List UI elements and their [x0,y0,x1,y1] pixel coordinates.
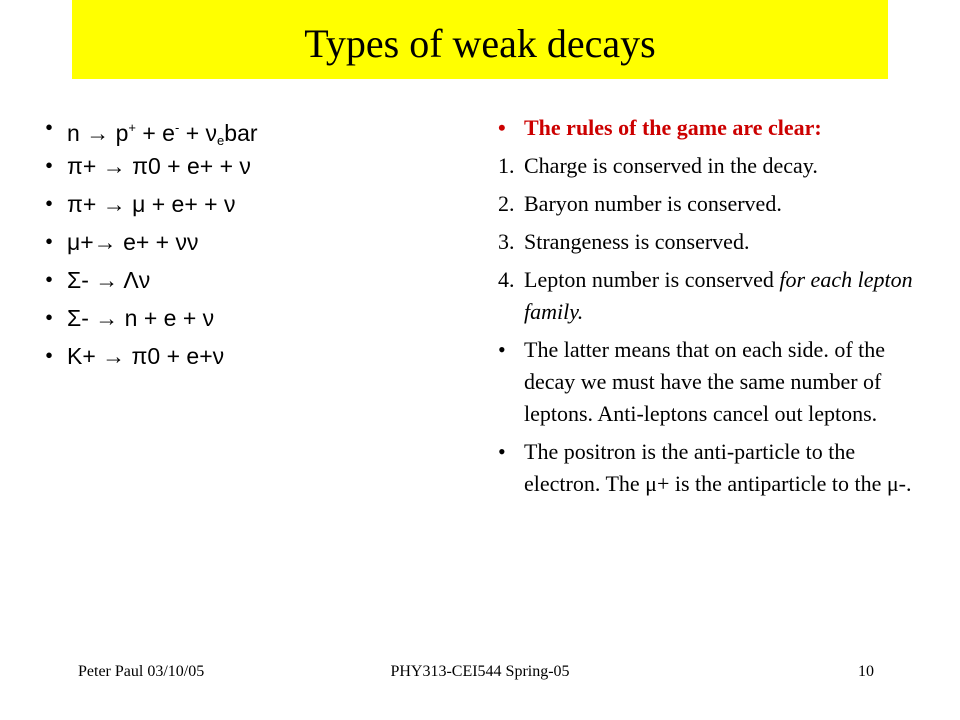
bullet: • [45,343,54,368]
bullet: • [45,267,54,292]
arrow-glyph: → [86,120,110,146]
bullet: • [498,115,506,140]
rule-number: 3. [498,229,515,254]
bullet: • [45,153,54,178]
bullet: • [45,191,54,216]
decay-item: • Σ- → Λν [45,264,445,302]
rules-column [498,112,918,506]
footer-author-date: Peter Paul 03/10/05 [78,663,205,680]
decay-item: • $n \to p^+ + e^- + \nu_ebar$ [45,112,445,150]
rules-heading: • The rules of the game are clear: [498,112,918,144]
decay-item: • K+ → π0 + e+ν [45,340,445,378]
title-bar [72,0,888,79]
decay-item: • π+ → μ + e+ + ν [45,188,445,226]
rule-item: 3. Strangeness is conserved. [498,226,918,258]
page-number: 10 [858,663,874,680]
bullet: • [45,229,54,254]
decay-list [45,112,445,378]
bullet: • [45,305,54,330]
bullet: • [498,439,506,464]
footer-course: PHY313-CEI544 Spring-05 [390,663,570,680]
note-item: • The positron is the anti-particle to the electron. The μ+ is the antiparticle to the μ-. [498,436,918,500]
note-item: • The latter means that on each side. of the decay we must have the same number of leptons. Anti-leptons cancel out leptons. [498,334,918,430]
rule-item: 1. Charge is conserved in the decay. [498,150,918,182]
bullet: • [498,337,506,362]
rule-number: 4. [498,267,515,292]
decay-item: • μ+→ e+ + νν [45,226,445,264]
rule-number: 1. [498,153,515,178]
decay-item: • Σ- → n + e + ν [45,302,445,340]
slide-title: Types of weak decays [304,21,656,66]
rule-number: 2. [498,191,515,216]
bullet: • [45,115,54,140]
rule-item: 2. Baryon number is conserved. [498,188,918,220]
decay-item: • π+ → π0 + e+ + ν [45,150,445,188]
rule-item: 4. Lepton number is conserved for each lepton family. [498,264,918,328]
